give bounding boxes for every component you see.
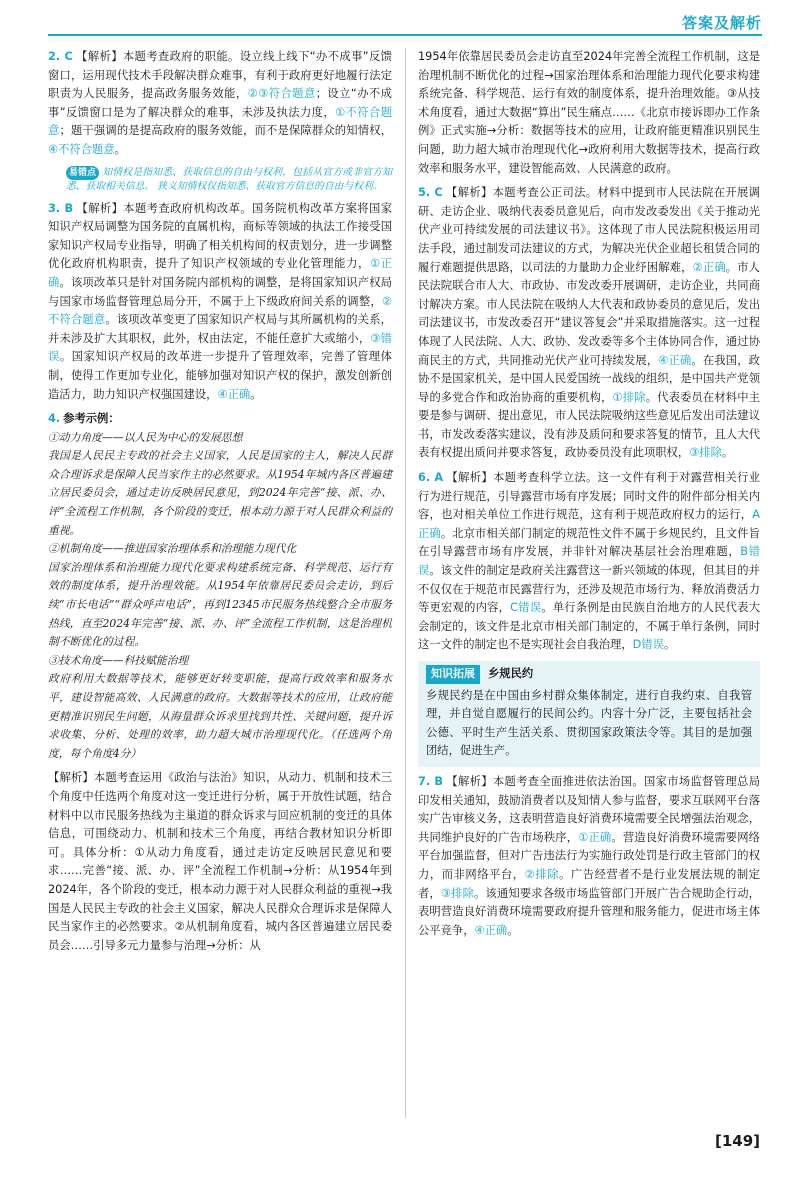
answer-2: 2. C 【解析】本题考查政府的职能。设立线上线下“办不成事”反馈窗口，运用现代技术手段解决群众难事，有利于政府更好地履行法定职责为人民服务，提高政务服务效能，②③符合题意；设立“办不成事”反馈窗口是为了解决群众的难事，未涉及执法力度，①不符合题意；题干强调的是提高政府的服务效能，而不是保障群众的知情权，④不符合题意。 — [48, 50, 392, 156]
knowledge-extension-title: 乡规民约 — [488, 667, 534, 680]
answer-7-number: 7. B — [418, 774, 444, 788]
answer-7: 7. B 【解析】本题考查全面推进依法治国。国家市场监督管理总局印发相关通知，鼓励消费者以及知情人参与监督，要求互联网平台落实广告审核义务，这表明营造良好消费环境需要全民增强法治观念，共同维护良好的广告市场秩序，①正确。营造良好消费环境需要网络平台加强监督，但对广告违法行为实施行政处罚是行政主管部门的权力，而非网络平台，②排除。广告经营者不是行业发展法规的制定者，③排除。该通知要求各级市场监管部门开展广告合规助企行动，表明营造良好消费环境需要政府提升管理和服务能力，促进市场主体公平竞争，④正确。 — [418, 774, 760, 937]
answer-4-analysis: 【解析】本题考查运用《政治与法治》知识，从动力、机制和技术三个角度中任选两个角度对这一变迁进行分析，属于开放性试题，结合材料中以市民服务热线为主巢道的群众诉求与回应机制的变迁的具体信息，可围绕动力、机制和技术三个角度，再结合教材知识分析即可。具体分析：①从动力角度看，通过走访定反映居民意见和要求……完善“接、派、办、评”全流程工作机制→分析：从1954年到2024年，各个阶段的变迁，根本动力源于对人民群众利益的重视→我国是人民民主专政的社会主义国家，解决人民群众合理诉求是保障人民当家作主的必然要求。②从机制角度看，城内各区普遍建立居民委员会……引导多元力量参与治理→分析：从 — [48, 771, 392, 952]
page-number: [149] — [714, 1132, 760, 1150]
answer-4-title: 参考示例： — [63, 412, 120, 426]
knowledge-extension-box — [418, 661, 760, 767]
knowledge-extension-badge: 知识拓展 — [426, 665, 480, 684]
answer-2-number: 2. C — [48, 50, 73, 63]
answer-4-analysis-continued: 1954年依靠居民委员会走访直至2024年完善全流程工作机制，这是治理机制不断优化的过程→国家治理体系和治理能力现代化要求构建系统完备、科学规范、运行有效的制度体系，提升治理效能。③从技术角度看，通过大数据“算出”民生痛点……《北京市接诉即办工作条例》正式实施→分析：数据等技术的应用，让政府能更精准识别民生问题，助力超大城市治理现代化→政府利用大数据等技术，提高行政效率和服务水平，建设智能高效、人民满意的政府。 — [418, 50, 760, 175]
answer-4-line: ③技术角度——科技赋能治理 — [48, 653, 189, 667]
tip-text: 知情权是指知悉、获取信息的自由与权利，包括从官方或非官方知悉、获取相关信息。 狭义知情权仅指知悉、获取官方信息的自由与权利。 — [66, 166, 392, 192]
tip-note — [66, 166, 392, 194]
header-rule — [48, 34, 762, 36]
answer-6-number: 6. A — [418, 471, 444, 485]
tip-badge: 易错点 — [66, 166, 99, 180]
answer-4-line: 政府利用大数据等技术，能够更好转变职能，提高行政效率和服务水平，建设智能高效、人民满意的政府。大数据等技术的应用，让政府能更精准识别民生问题，从海量群众诉求里找到共性、关键问题，提升诉求收集、分析、处理的效率，助力超大城市治理现代化。（任选两个角度，每个角度4分） — [48, 672, 392, 760]
answer-6: 6. A 【解析】本题考查科学立法。这一文件有利于对露营相关行业行为进行规范，引导露营市场有序发展；同时文件的附件部分相关内容，也对相关单位工作进行规范，这有利于规范政府权力的运行，A正确。北京市相关部门制定的规范性文件不属于乡规民约，且文件旨在引导露营市场有序发展，并非针对解决基层社会治理难题，B错误。该文件的制定是政府关注露营这一新兴领域的体现，但其目的并不仅仅在于规范市民露营行为，还涉及规范市场行为、释放消费活力等更宏观的内容，C错误。单行条例是由民族自治地方的人民代表大会制定的，该文件是北京市相关部门制定的，不属于单行条例，同时这一文件的制定也不是实现社会自我治理，D错误。 — [418, 471, 760, 652]
answer-4-line: 我国是人民民主专政的社会主义国家，人民是国家的主人，解决人民群众合理诉求是保障人民当家作主的必然要求。从1954年城内各区普遍建立居民委员会，通过走访反映居民意见，到2024年完善“接、派、办、评”全流程工作机制，各个阶段的变迁，根本动力源于对人民群众利益的重视。 — [48, 449, 392, 537]
knowledge-extension-body: 乡规民约是在中国由乡村群众集体制定，进行自我约束、自我管理，并自觉自愿履行的民间公约。内容十分广泛，主要包括社会公德、平时生产生活关系、贯彻国家政策法令等。其目的是加强团结，促进生产。 — [426, 688, 752, 758]
answer-4-line: 国家治理体系和治理能力现代化要求构建系统完备、科学规范、运行有效的制度体系，提升治理效能。从1954年依靠居民委员会走访，到后续“市长电话”“群众呼声电话”，再到12345市民服务热线整合全市服务热线，直至2024年完善“接、派、办、评”全流程工作机制，这是治理机制不断优化的过程。 — [48, 560, 392, 649]
answer-5: 5. C 【解析】本题考查公正司法。材料中提到市人民法院在开展调研、走访企业、吸纳代表委员意见后，向市发改委发出《关于推动光伏产业可持续发展的司法建议书》。这体现了市人民法院积极运用司法手段，通过制发司法建议的方式，为解决光伏企业超长租赁合同的履行难题提供思路，以司法的力量助力企业纾困解难，②正确。市人民法院联合市人大、市政协、市发改委开展调研，走访企业，共同商讨解决方案。市人民法院在吸纳人大代表和政协委员的意见后，发出司法建议书，市发改委召开“建议答复会”并采取措施落实。这一过程体现了人民法院、人大、政协、发改委等多个主体协同合作，通过协商民主的方式，共同推动光伏产业可持续发展，④正确。在我国，政协不是国家机关，是中国人民爱国统一战线的组织，是中国共产党领导的多党合作和政治协商的重要机构，①排除。代表委员在材料中主要是参与调研、提出意见，市人民法院吸纳这些意见后发出司法建议书，市发改委落实建议，没有涉及质问和要求答复的情节，且人大代表有权提出质问并要求答复，政协委员没有此项职权，③排除。 — [418, 186, 760, 460]
header-title: 答案及解析 — [681, 14, 762, 32]
answer-3-number: 3. B — [48, 201, 74, 215]
answer-4 — [48, 410, 392, 763]
answer-4-number: 4. — [48, 412, 61, 426]
right-column — [418, 48, 760, 946]
answer-4-line: ②机制角度——推进国家治理体系和治理能力现代化 — [48, 542, 297, 556]
answer-4-line: ①动力角度——以人民为中心的发展思想 — [48, 430, 243, 444]
knowledge-extension-header — [426, 665, 752, 684]
column-divider — [405, 48, 406, 1118]
left-column — [48, 48, 392, 961]
answer-5-number: 5. C — [418, 186, 443, 200]
answer-3: 3. B 【解析】本题考查政府机构改革。国务院机构改革方案将国家知识产权局调整为国务院的直属机构，商标等领域的执法工作接受国家知识产权局专业指导，明确了相关机构间的权责划分，进一步调整优化政府机构职责，提升了知识产权领域的专业化管理能力，①正确。该项改革只是针对国务院内部机构的调整，是将国家知识产权局与国家市场监督管理总局分开，不属于上下级政府间关系的调整，②不符合题意。该项改革变更了国家知识产权局与其所属机构的关系，并未涉及扩大其职权，此外，权由法定，不能任意扩大或缩小，③错误。国家知识产权局的改革进一步提升了管理效率，完善了管理体制，使得工作更加专业化，能够加强对知识产权的保护，激发创新创造活力，助力知识产权强国建设，④正确。 — [48, 201, 392, 401]
